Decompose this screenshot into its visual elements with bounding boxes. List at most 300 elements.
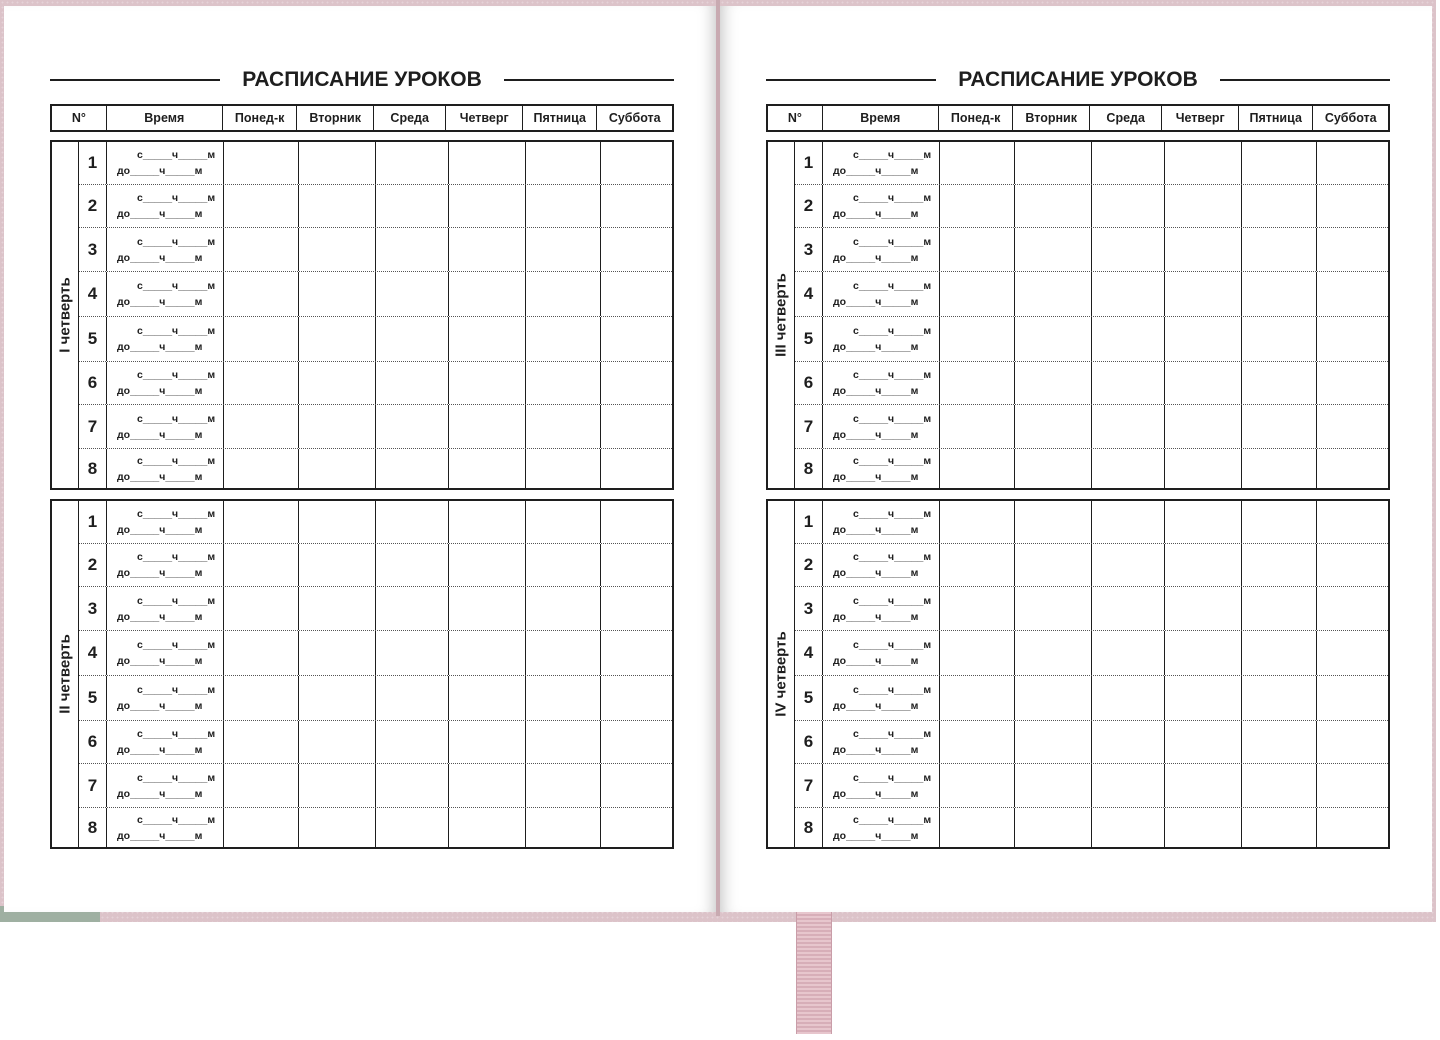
lesson-time-cell[interactable] bbox=[106, 587, 223, 630]
day-cell[interactable] bbox=[1091, 317, 1164, 361]
day-cell[interactable] bbox=[525, 362, 600, 404]
lesson-time-cell[interactable] bbox=[106, 676, 223, 720]
day-cell[interactable] bbox=[525, 449, 600, 488]
day-cell[interactable] bbox=[1241, 185, 1316, 227]
day-cell[interactable] bbox=[223, 721, 298, 763]
day-cell[interactable] bbox=[448, 185, 525, 227]
day-cell[interactable] bbox=[1091, 405, 1164, 448]
day-cell[interactable] bbox=[525, 721, 600, 763]
lesson-time-cell[interactable] bbox=[822, 405, 939, 448]
lesson-time-cell[interactable] bbox=[106, 362, 223, 404]
time-to-field[interactable]: до_____ч_____м bbox=[117, 610, 203, 623]
time-to-field[interactable]: до_____ч_____м bbox=[117, 251, 203, 264]
day-cell[interactable] bbox=[1241, 317, 1316, 361]
day-cell[interactable] bbox=[1091, 228, 1164, 271]
time-from-field[interactable]: с_____ч_____м bbox=[853, 369, 932, 381]
time-from-field[interactable]: с_____ч_____м bbox=[137, 412, 216, 425]
time-from-field[interactable]: с_____ч_____м bbox=[137, 280, 216, 292]
day-cell[interactable] bbox=[375, 272, 448, 316]
day-cell[interactable] bbox=[1091, 587, 1164, 630]
lesson-time-cell[interactable] bbox=[822, 808, 939, 847]
day-cell[interactable] bbox=[939, 721, 1014, 763]
time-from-field[interactable]: с_____ч_____м bbox=[137, 192, 216, 204]
lesson-time-cell[interactable] bbox=[106, 631, 223, 675]
lesson-row bbox=[795, 543, 1388, 586]
day-cell[interactable] bbox=[223, 501, 298, 543]
time-to-field[interactable]: до_____ч_____м bbox=[833, 524, 919, 536]
day-cell[interactable] bbox=[1241, 228, 1316, 271]
time-to-field[interactable]: до_____ч_____м bbox=[117, 296, 203, 308]
lesson-time-cell[interactable] bbox=[822, 501, 939, 543]
time-from-field[interactable]: с_____ч_____м bbox=[853, 813, 932, 826]
day-cell[interactable] bbox=[375, 544, 448, 586]
day-cell[interactable] bbox=[298, 317, 375, 361]
day-cell[interactable] bbox=[1241, 272, 1316, 316]
day-cell[interactable] bbox=[1316, 405, 1388, 448]
time-to-field[interactable]: до_____ч_____м bbox=[833, 700, 919, 712]
day-cell[interactable] bbox=[939, 631, 1014, 675]
day-cell[interactable] bbox=[1014, 764, 1091, 807]
time-to-field[interactable]: до_____ч_____м bbox=[833, 385, 919, 397]
day-cell[interactable] bbox=[1164, 501, 1241, 543]
day-cell[interactable] bbox=[1014, 228, 1091, 271]
day-cell[interactable] bbox=[223, 587, 298, 630]
time-to-field[interactable]: до_____ч_____м bbox=[117, 428, 203, 441]
day-cell[interactable] bbox=[1164, 362, 1241, 404]
day-cell[interactable] bbox=[223, 228, 298, 271]
day-cell[interactable] bbox=[600, 185, 672, 227]
time-to-field[interactable]: до_____ч_____м bbox=[117, 385, 203, 397]
day-cell[interactable] bbox=[448, 676, 525, 720]
day-cell[interactable] bbox=[525, 317, 600, 361]
time-to-field[interactable]: до_____ч_____м bbox=[833, 744, 919, 756]
day-cell[interactable] bbox=[1164, 544, 1241, 586]
time-to-field[interactable]: до_____ч_____м bbox=[117, 700, 203, 712]
lesson-time-cell[interactable] bbox=[822, 764, 939, 807]
day-cell[interactable] bbox=[1241, 501, 1316, 543]
day-cell[interactable] bbox=[1164, 405, 1241, 448]
time-from-field[interactable]: с_____ч_____м bbox=[137, 684, 216, 696]
lesson-time-cell[interactable] bbox=[106, 272, 223, 316]
day-cell[interactable] bbox=[1091, 764, 1164, 807]
day-cell[interactable] bbox=[939, 362, 1014, 404]
day-cell[interactable] bbox=[448, 721, 525, 763]
day-cell[interactable] bbox=[1014, 587, 1091, 630]
day-cell[interactable] bbox=[1014, 142, 1091, 184]
time-from-field[interactable]: с_____ч_____м bbox=[853, 639, 932, 651]
day-cell[interactable] bbox=[939, 764, 1014, 807]
time-from-field[interactable]: с_____ч_____м bbox=[853, 594, 932, 607]
time-from-field[interactable]: с_____ч_____м bbox=[853, 149, 932, 161]
day-cell[interactable] bbox=[448, 808, 525, 847]
day-cell[interactable] bbox=[939, 272, 1014, 316]
day-cell[interactable] bbox=[223, 544, 298, 586]
day-cell[interactable] bbox=[375, 449, 448, 488]
day-cell[interactable] bbox=[1316, 544, 1388, 586]
lesson-time-cell[interactable] bbox=[822, 317, 939, 361]
lesson-time-cell[interactable] bbox=[106, 449, 223, 488]
day-cell[interactable] bbox=[223, 272, 298, 316]
day-cell[interactable] bbox=[939, 587, 1014, 630]
day-cell[interactable] bbox=[1014, 449, 1091, 488]
day-cell[interactable] bbox=[939, 185, 1014, 227]
time-to-field[interactable]: до_____ч_____м bbox=[833, 610, 919, 623]
lesson-time-cell[interactable] bbox=[106, 501, 223, 543]
day-cell[interactable] bbox=[223, 631, 298, 675]
day-cell[interactable] bbox=[375, 721, 448, 763]
time-to-field[interactable]: до_____ч_____м bbox=[833, 567, 919, 579]
day-cell[interactable] bbox=[525, 764, 600, 807]
day-cell[interactable] bbox=[298, 631, 375, 675]
day-cell[interactable] bbox=[1014, 317, 1091, 361]
day-cell[interactable] bbox=[1091, 501, 1164, 543]
day-cell[interactable] bbox=[298, 142, 375, 184]
day-cell[interactable] bbox=[1014, 808, 1091, 847]
lesson-time-cell[interactable] bbox=[106, 764, 223, 807]
time-from-field[interactable]: с_____ч_____м bbox=[853, 454, 932, 467]
time-to-field[interactable]: до_____ч_____м bbox=[117, 341, 203, 353]
day-cell[interactable] bbox=[1014, 676, 1091, 720]
day-cell[interactable] bbox=[1014, 544, 1091, 586]
time-from-field[interactable]: с_____ч_____м bbox=[137, 728, 216, 740]
time-to-field[interactable]: до_____ч_____м bbox=[833, 787, 919, 800]
day-cell[interactable] bbox=[600, 676, 672, 720]
day-cell[interactable] bbox=[1241, 142, 1316, 184]
day-cell[interactable] bbox=[939, 449, 1014, 488]
time-to-field[interactable]: до_____ч_____м bbox=[833, 470, 919, 483]
lesson-time-cell[interactable] bbox=[822, 544, 939, 586]
day-cell[interactable] bbox=[375, 808, 448, 847]
day-cell[interactable] bbox=[1091, 272, 1164, 316]
time-to-field[interactable]: до_____ч_____м bbox=[833, 251, 919, 264]
day-cell[interactable] bbox=[1241, 676, 1316, 720]
time-from-field[interactable]: с_____ч_____м bbox=[853, 771, 932, 784]
time-to-field[interactable]: до_____ч_____м bbox=[117, 208, 203, 220]
lesson-row bbox=[79, 630, 672, 675]
day-cell[interactable] bbox=[448, 449, 525, 488]
day-cell[interactable] bbox=[1164, 631, 1241, 675]
day-cell[interactable] bbox=[1241, 808, 1316, 847]
day-cell[interactable] bbox=[525, 676, 600, 720]
time-from-field[interactable]: с_____ч_____м bbox=[137, 454, 216, 467]
day-cell[interactable] bbox=[298, 544, 375, 586]
lesson-time-cell[interactable] bbox=[106, 544, 223, 586]
day-cell[interactable] bbox=[375, 764, 448, 807]
day-cell[interactable] bbox=[375, 676, 448, 720]
time-to-field[interactable]: до_____ч_____м bbox=[117, 829, 203, 842]
lesson-time-cell[interactable] bbox=[822, 185, 939, 227]
day-cell[interactable] bbox=[600, 449, 672, 488]
lesson-time-cell[interactable] bbox=[106, 142, 223, 184]
day-cell[interactable] bbox=[1014, 405, 1091, 448]
day-cell[interactable] bbox=[375, 317, 448, 361]
day-cell[interactable] bbox=[525, 272, 600, 316]
day-cell[interactable] bbox=[1164, 228, 1241, 271]
quarter-label-cell bbox=[768, 142, 795, 488]
day-cell[interactable] bbox=[600, 587, 672, 630]
day-cell[interactable] bbox=[1091, 808, 1164, 847]
day-cell[interactable] bbox=[448, 362, 525, 404]
day-cell[interactable] bbox=[1164, 185, 1241, 227]
schedule-header-row bbox=[766, 104, 1390, 132]
lesson-time-cell[interactable] bbox=[106, 317, 223, 361]
day-cell[interactable] bbox=[448, 501, 525, 543]
day-cell[interactable] bbox=[600, 228, 672, 271]
time-to-field[interactable]: до_____ч_____м bbox=[833, 208, 919, 220]
lesson-number: 8 bbox=[803, 817, 814, 837]
lesson-row bbox=[79, 807, 672, 847]
day-cell[interactable] bbox=[525, 185, 600, 227]
schedule-title bbox=[50, 66, 674, 94]
lesson-number: 1 bbox=[803, 512, 814, 531]
day-cell[interactable] bbox=[448, 764, 525, 807]
day-cell[interactable] bbox=[223, 449, 298, 488]
day-cell[interactable] bbox=[375, 631, 448, 675]
time-to-field[interactable]: до_____ч_____м bbox=[117, 655, 203, 667]
time-to-field[interactable]: до_____ч_____м bbox=[833, 655, 919, 667]
time-to-field[interactable]: до_____ч_____м bbox=[117, 787, 203, 800]
day-cell[interactable] bbox=[525, 405, 600, 448]
day-cell[interactable] bbox=[600, 362, 672, 404]
day-cell[interactable] bbox=[1316, 228, 1388, 271]
time-to-field[interactable]: до_____ч_____м bbox=[833, 829, 919, 842]
time-to-field[interactable]: до_____ч_____м bbox=[117, 524, 203, 536]
day-cell[interactable] bbox=[223, 764, 298, 807]
day-cell[interactable] bbox=[223, 362, 298, 404]
day-cell[interactable] bbox=[1241, 544, 1316, 586]
day-cell[interactable] bbox=[1316, 764, 1388, 807]
time-to-field[interactable]: до_____ч_____м bbox=[117, 470, 203, 483]
day-cell[interactable] bbox=[1164, 272, 1241, 316]
day-cell[interactable] bbox=[1241, 764, 1316, 807]
day-cell[interactable] bbox=[223, 142, 298, 184]
day-cell[interactable] bbox=[375, 587, 448, 630]
day-cell[interactable] bbox=[1164, 764, 1241, 807]
day-cell[interactable] bbox=[939, 228, 1014, 271]
day-cell[interactable] bbox=[1316, 808, 1388, 847]
time-from-field[interactable]: с_____ч_____м bbox=[137, 325, 216, 337]
day-cell[interactable] bbox=[525, 228, 600, 271]
day-cell[interactable] bbox=[1164, 721, 1241, 763]
time-to-field[interactable]: до_____ч_____м bbox=[833, 428, 919, 441]
day-cell[interactable] bbox=[1316, 362, 1388, 404]
day-cell[interactable] bbox=[375, 405, 448, 448]
time-to-field[interactable]: до_____ч_____м bbox=[833, 296, 919, 308]
day-cell[interactable] bbox=[448, 272, 525, 316]
time-from-field[interactable]: с_____ч_____м bbox=[137, 369, 216, 381]
day-cell[interactable] bbox=[448, 228, 525, 271]
day-cell[interactable] bbox=[223, 808, 298, 847]
lesson-time-cell[interactable] bbox=[822, 721, 939, 763]
day-cell[interactable] bbox=[448, 317, 525, 361]
day-cell[interactable] bbox=[1316, 185, 1388, 227]
lesson-time-cell[interactable] bbox=[106, 808, 223, 847]
lesson-time-cell[interactable] bbox=[106, 228, 223, 271]
day-cell[interactable] bbox=[1091, 362, 1164, 404]
day-cell[interactable] bbox=[223, 405, 298, 448]
lesson-time-cell[interactable] bbox=[822, 587, 939, 630]
time-from-field[interactable]: с_____ч_____м bbox=[853, 235, 932, 248]
time-from-field[interactable]: с_____ч_____м bbox=[853, 412, 932, 425]
day-cell[interactable] bbox=[525, 587, 600, 630]
day-cell[interactable] bbox=[1014, 185, 1091, 227]
day-cell[interactable] bbox=[1316, 676, 1388, 720]
day-cell[interactable] bbox=[1164, 676, 1241, 720]
day-cell[interactable] bbox=[1014, 721, 1091, 763]
day-cell[interactable] bbox=[1316, 272, 1388, 316]
day-cell[interactable] bbox=[298, 405, 375, 448]
time-from-field[interactable]: с_____ч_____м bbox=[853, 508, 932, 520]
lesson-time-cell[interactable] bbox=[106, 405, 223, 448]
day-cell[interactable] bbox=[600, 142, 672, 184]
day-cell[interactable] bbox=[525, 501, 600, 543]
day-cell[interactable] bbox=[448, 631, 525, 675]
day-cell[interactable] bbox=[1316, 449, 1388, 488]
day-cell[interactable] bbox=[298, 449, 375, 488]
day-cell[interactable] bbox=[1091, 631, 1164, 675]
day-cell[interactable] bbox=[298, 185, 375, 227]
day-cell[interactable] bbox=[1091, 544, 1164, 586]
day-cell[interactable] bbox=[448, 142, 525, 184]
day-cell[interactable] bbox=[1014, 362, 1091, 404]
time-from-field[interactable]: с_____ч_____м bbox=[137, 771, 216, 784]
day-cell[interactable] bbox=[939, 676, 1014, 720]
time-from-field[interactable]: с_____ч_____м bbox=[137, 813, 216, 826]
day-cell[interactable] bbox=[375, 362, 448, 404]
day-cell[interactable] bbox=[600, 721, 672, 763]
day-cell[interactable] bbox=[600, 631, 672, 675]
day-cell[interactable] bbox=[298, 272, 375, 316]
day-cell[interactable] bbox=[298, 764, 375, 807]
time-from-field[interactable]: с_____ч_____м bbox=[137, 639, 216, 651]
day-cell[interactable] bbox=[448, 544, 525, 586]
day-cell[interactable] bbox=[1241, 587, 1316, 630]
time-from-field[interactable]: с_____ч_____м bbox=[853, 728, 932, 740]
day-cell[interactable] bbox=[1164, 142, 1241, 184]
day-cell[interactable] bbox=[298, 676, 375, 720]
lesson-time-cell[interactable] bbox=[822, 142, 939, 184]
time-from-field[interactable]: с_____ч_____м bbox=[853, 684, 932, 696]
day-cell[interactable] bbox=[298, 721, 375, 763]
day-cell[interactable] bbox=[1091, 676, 1164, 720]
time-from-field[interactable]: с_____ч_____м bbox=[853, 551, 932, 563]
day-cell[interactable] bbox=[600, 501, 672, 543]
day-cell[interactable] bbox=[1014, 631, 1091, 675]
day-cell[interactable] bbox=[375, 142, 448, 184]
time-from-field[interactable]: с_____ч_____м bbox=[137, 508, 216, 520]
day-cell[interactable] bbox=[525, 142, 600, 184]
day-cell[interactable] bbox=[1316, 317, 1388, 361]
day-cell[interactable] bbox=[939, 142, 1014, 184]
lesson-time-cell[interactable] bbox=[822, 362, 939, 404]
day-cell[interactable] bbox=[1091, 185, 1164, 227]
day-cell[interactable] bbox=[1164, 317, 1241, 361]
column-header: Вторник bbox=[296, 106, 373, 130]
time-from-field[interactable]: с_____ч_____м bbox=[137, 235, 216, 248]
time-from-field[interactable]: с_____ч_____м bbox=[853, 325, 932, 337]
day-cell[interactable] bbox=[1091, 721, 1164, 763]
day-cell[interactable] bbox=[298, 362, 375, 404]
lesson-row bbox=[795, 720, 1388, 763]
day-cell[interactable] bbox=[1014, 501, 1091, 543]
day-cell[interactable] bbox=[939, 317, 1014, 361]
time-to-field[interactable]: до_____ч_____м bbox=[117, 744, 203, 756]
day-cell[interactable] bbox=[223, 317, 298, 361]
lesson-row bbox=[79, 316, 672, 361]
day-cell[interactable] bbox=[448, 405, 525, 448]
day-cell[interactable] bbox=[1091, 449, 1164, 488]
lesson-time-cell[interactable] bbox=[106, 185, 223, 227]
lesson-number: 6 bbox=[87, 732, 98, 751]
day-cell[interactable] bbox=[1316, 142, 1388, 184]
day-cell[interactable] bbox=[1241, 631, 1316, 675]
day-cell[interactable] bbox=[223, 676, 298, 720]
lesson-time-cell[interactable] bbox=[822, 449, 939, 488]
day-cell[interactable] bbox=[1164, 808, 1241, 847]
time-to-field[interactable]: до_____ч_____м bbox=[833, 165, 919, 177]
day-cell[interactable] bbox=[600, 808, 672, 847]
day-cell[interactable] bbox=[298, 228, 375, 271]
lesson-time-cell[interactable] bbox=[822, 631, 939, 675]
day-cell[interactable] bbox=[1241, 362, 1316, 404]
day-cell[interactable] bbox=[375, 501, 448, 543]
lesson-time-cell[interactable] bbox=[822, 676, 939, 720]
day-cell[interactable] bbox=[1164, 587, 1241, 630]
day-cell[interactable] bbox=[223, 185, 298, 227]
day-cell[interactable] bbox=[1316, 587, 1388, 630]
day-cell[interactable] bbox=[525, 544, 600, 586]
time-to-field[interactable]: до_____ч_____м bbox=[117, 567, 203, 579]
time-from-field[interactable]: с_____ч_____м bbox=[853, 192, 932, 204]
day-cell[interactable] bbox=[525, 808, 600, 847]
day-cell[interactable] bbox=[600, 544, 672, 586]
day-cell[interactable] bbox=[939, 501, 1014, 543]
time-from-field[interactable]: с_____ч_____м bbox=[137, 594, 216, 607]
time-from-field[interactable]: с_____ч_____м bbox=[853, 280, 932, 292]
day-cell[interactable] bbox=[1164, 449, 1241, 488]
time-to-field[interactable]: до_____ч_____м bbox=[833, 341, 919, 353]
day-cell[interactable] bbox=[1241, 721, 1316, 763]
day-cell[interactable] bbox=[600, 272, 672, 316]
day-cell[interactable] bbox=[298, 501, 375, 543]
time-to-field[interactable]: до_____ч_____м bbox=[117, 165, 203, 177]
day-cell[interactable] bbox=[1316, 631, 1388, 675]
day-cell[interactable] bbox=[1014, 272, 1091, 316]
day-cell[interactable] bbox=[600, 405, 672, 448]
day-cell[interactable] bbox=[600, 764, 672, 807]
day-cell[interactable] bbox=[939, 808, 1014, 847]
day-cell[interactable] bbox=[939, 544, 1014, 586]
day-cell[interactable] bbox=[525, 631, 600, 675]
lesson-time-cell[interactable] bbox=[822, 228, 939, 271]
day-cell[interactable] bbox=[298, 808, 375, 847]
time-from-field[interactable]: с_____ч_____м bbox=[137, 551, 216, 563]
day-cell[interactable] bbox=[1316, 721, 1388, 763]
day-cell[interactable] bbox=[1241, 405, 1316, 448]
lesson-time-cell[interactable] bbox=[106, 721, 223, 763]
day-cell[interactable] bbox=[1241, 449, 1316, 488]
lesson-time-cell[interactable] bbox=[822, 272, 939, 316]
day-cell[interactable] bbox=[1091, 142, 1164, 184]
day-cell[interactable] bbox=[1316, 501, 1388, 543]
day-cell[interactable] bbox=[600, 317, 672, 361]
day-cell[interactable] bbox=[448, 587, 525, 630]
day-cell[interactable] bbox=[375, 228, 448, 271]
day-cell[interactable] bbox=[375, 185, 448, 227]
day-cell[interactable] bbox=[939, 405, 1014, 448]
day-cell[interactable] bbox=[298, 587, 375, 630]
time-from-field[interactable]: с_____ч_____м bbox=[137, 149, 216, 161]
